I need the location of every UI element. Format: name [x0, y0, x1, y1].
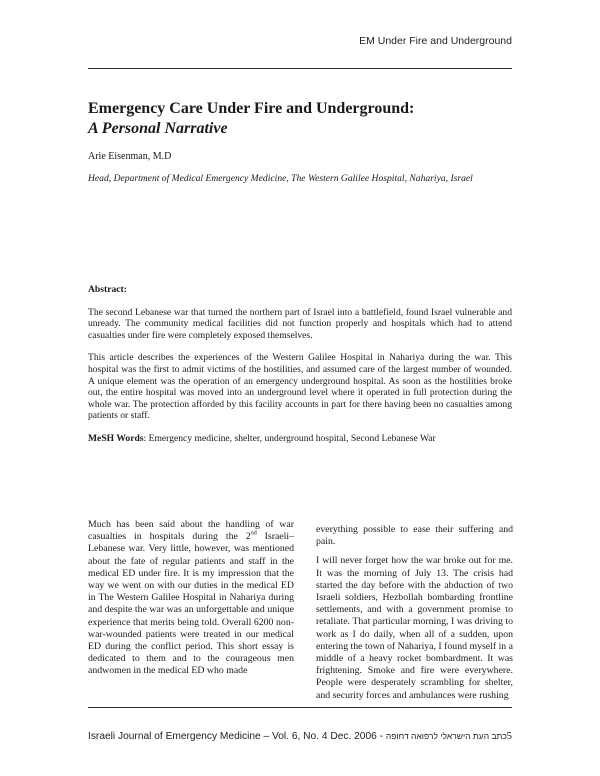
mesh-terms: : Emergency medicine, shelter, underground hospital, Second Lebanese War: [143, 432, 436, 444]
body-column-left: [88, 519, 294, 678]
body-column-right: [316, 524, 513, 709]
body-text: Much has been said about the handling of war casualties in hospitals during the 2: [88, 519, 294, 543]
abstract-paragraph: The second Lebanese war that turned the northern part of Israel into a battlefield, found Israel vulnerable and unready. The community medical facilities did not function properly and hospitals which had to attend casualties under fire were completely exposed themselves.: [88, 306, 512, 341]
article-title: Emergency Care Under Fire and Underground:: [88, 100, 415, 117]
author: Arie Eisenman, M.D: [88, 151, 172, 162]
header-rule: [88, 68, 512, 69]
title-block: [88, 99, 518, 139]
mesh-keywords: [88, 433, 512, 445]
body-paragraph: I will never forget how the war broke out for me. It was the morning of July 13. The crisis had started the day before with the abduction of two Israeli soldiers, Hezbollah bombarding frontline settlements, and with a government promise to retaliate. That particular morning, I was driving to work as I do daily, when all of a sudden, upon entering the town of Nahariya, I found myself in a middle of a heavy rocket bombardment. It was frightening. Smoke and fire were everywhere. People were desperately scrambling for shelter, and security forces and ambulances were rushing: [316, 555, 513, 701]
ordinal-superscript: nd: [250, 530, 257, 537]
mesh-label: MeSH Words: [88, 432, 144, 444]
abstract-paragraph: This article describes the experiences of the Western Galilee Hospital in Nahariya during the war. This hospital was the first to admit victims of the hostilities, and assumed care of the largest number of wounded. A unique element was the operation of an emergency underground hospital. As soon as the hostilities broke out, the entire hospital was moved into an underground level where it operated in full protection during the whole war. The protection afforded by this facility accounts in part for there having been no casualties among patients or staff.: [88, 352, 512, 422]
abstract-heading: Abstract:: [88, 284, 127, 295]
article-subtitle: A Personal Narrative: [88, 120, 228, 137]
journal-hebrew-title: כתב העת הישראלי לרפואה דחופה: [385, 731, 507, 741]
running-head: EM Under Fire and Underground: [359, 35, 512, 47]
body-text: Israeli–Lebanese war. Very little, however, was mentioned about the fate of regular patients and staff in the medical ED under fire. It is my impression that the way we went on with our duties in the medical ED in The Western Galilee Hospital in Nahariya during and despite the war was an unforgettable and unique experience that merits being told. Overall 6200 non-war-wounded patients were treated in our medical ED during the conflict period. This short essay is dedicated to them and to the courageous men andwomen in the medical ED who made: [88, 531, 295, 677]
footer-journal: [88, 731, 507, 742]
journal-citation: Israeli Journal of Emergency Medicine – Vol. 6, No. 4 Dec. 2006 -: [88, 731, 386, 742]
body-paragraph: everything possible to ease their suffering and pain.: [316, 524, 513, 548]
page-number: 5: [506, 730, 512, 742]
abstract: [88, 284, 512, 445]
affiliation: Head, Department of Medical Emergency Medicine, The Western Galilee Hospital, Nahariya, Israel: [88, 173, 473, 184]
footer-rule: [88, 707, 512, 708]
